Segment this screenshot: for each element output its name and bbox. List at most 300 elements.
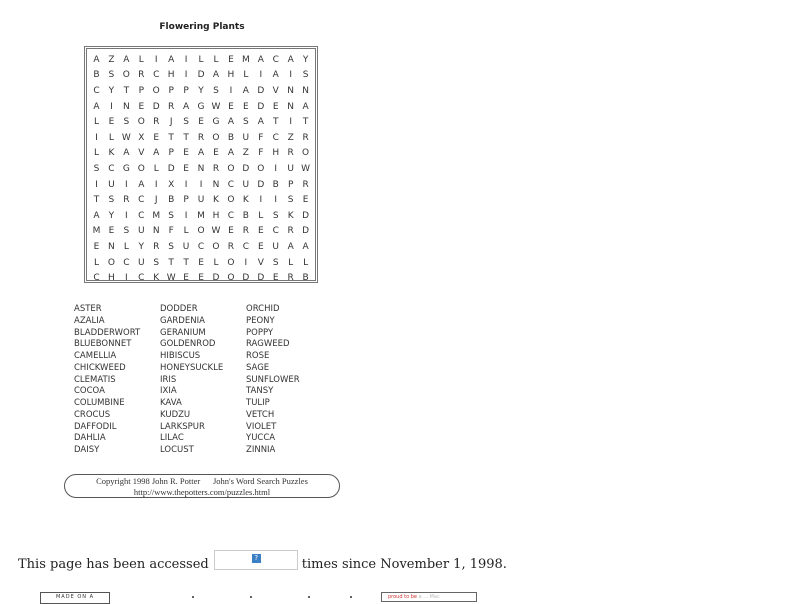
- word-list-item: COLUMBINE: [74, 398, 125, 408]
- grid-cell: P: [168, 85, 174, 96]
- grid-cell: I: [274, 163, 278, 174]
- grid-cell: I: [274, 195, 278, 206]
- grid-cell: V: [138, 148, 145, 159]
- grid-cell: B: [168, 195, 175, 206]
- grid-cell: N: [302, 85, 309, 96]
- grid-cell: A: [168, 54, 175, 65]
- word-list-item: KAVA: [160, 398, 182, 408]
- grid-cell: E: [213, 148, 219, 159]
- word-list-item: PEONY: [246, 315, 275, 326]
- grid-cell: A: [272, 70, 279, 81]
- word-list-item: LOCUST: [160, 445, 194, 455]
- grid-cell: E: [108, 226, 115, 237]
- grid-cell: T: [183, 257, 189, 268]
- grid-cell: Y: [108, 85, 115, 96]
- grid-cell: S: [242, 117, 249, 128]
- grid-cell: Y: [302, 54, 309, 65]
- grid-cell: A: [287, 54, 294, 65]
- grid-cell: O: [152, 85, 160, 96]
- grid-cell: L: [153, 163, 159, 174]
- grid-cell: E: [108, 117, 115, 128]
- grid-cell: B: [93, 70, 100, 81]
- grid-cell: X: [168, 179, 175, 190]
- word-list-item: HONEYSUCKLE: [160, 362, 224, 373]
- grid-cell: C: [153, 70, 160, 81]
- grid-cell: A: [123, 54, 130, 65]
- decorative-dots: [160, 596, 390, 600]
- access-suffix: times since November 1, 1998.: [301, 556, 507, 572]
- grid-cell: A: [153, 148, 160, 159]
- grid-cell: C: [272, 54, 279, 65]
- grid-cell: O: [122, 70, 130, 81]
- grid-cell: E: [272, 273, 279, 284]
- grid-cell: L: [198, 54, 204, 65]
- word-list-column-2: [160, 304, 246, 457]
- word-list-item: CHICKWEED: [74, 362, 126, 373]
- word-list-item: VIOLET: [246, 421, 277, 432]
- word-list-column-1: [74, 304, 160, 457]
- grid-cell: T: [168, 132, 174, 143]
- word-list-item: LARKSPUR: [160, 421, 205, 432]
- copyright-box: [64, 474, 340, 498]
- grid-cell: Y: [198, 85, 204, 96]
- grid-row: [89, 130, 313, 146]
- grid-cell: K: [287, 210, 294, 221]
- word-list-item: DAFFODIL: [74, 421, 117, 432]
- grid-cell: U: [182, 241, 190, 252]
- grid-cell: W: [301, 163, 311, 174]
- grid-cell: L: [288, 257, 294, 268]
- grid-row: [89, 255, 313, 271]
- grid-cell: R: [302, 179, 309, 190]
- grid-cell: I: [289, 117, 292, 128]
- grid-cell: C: [242, 241, 249, 252]
- dot-icon: [350, 596, 352, 598]
- grid-cell: U: [242, 132, 250, 143]
- grid-cell: G: [212, 117, 220, 128]
- grid-cell: S: [93, 163, 100, 174]
- grid-cell: E: [243, 101, 249, 112]
- grid-cell: N: [152, 226, 160, 237]
- grid-cell: S: [272, 257, 279, 268]
- grid-cell: C: [138, 210, 145, 221]
- puzzle-title: Flowering Plants: [159, 22, 245, 32]
- word-list-item: HIBISCUS: [160, 351, 201, 361]
- grid-cell: T: [93, 195, 100, 206]
- grid-cell: U: [272, 241, 280, 252]
- grid-cell: D: [302, 210, 310, 221]
- grid-cell: R: [153, 117, 160, 128]
- grid-cell: S: [213, 85, 219, 96]
- grid-cell: D: [212, 273, 220, 284]
- grid-cell: L: [93, 257, 99, 268]
- grid-cell: H: [272, 148, 280, 159]
- grid-cell: E: [93, 241, 100, 252]
- word-list-item: RAGWEED: [246, 339, 290, 350]
- grid-cell: K: [213, 195, 219, 206]
- word-list-item: ASTER: [74, 304, 102, 314]
- grid-cell: A: [93, 101, 100, 112]
- grid-row: [89, 224, 313, 240]
- word-list-item: LILAC: [160, 433, 184, 444]
- word-list-item: TULIP: [246, 398, 270, 408]
- grid-cell: W: [211, 101, 221, 112]
- hit-counter-image: [214, 550, 298, 570]
- grid-cell: E: [138, 101, 145, 112]
- grid-cell: F: [168, 226, 174, 237]
- grid-cell: A: [138, 179, 145, 190]
- grid-cell: R: [212, 163, 220, 174]
- grid-cell: J: [169, 117, 173, 128]
- proud-badge-text: proud to be: [388, 594, 417, 600]
- grid-cell: I: [95, 132, 98, 143]
- grid-cell: L: [108, 132, 114, 143]
- grid-cell: B: [227, 132, 234, 143]
- grid-cell: R: [138, 70, 145, 81]
- grid-cell: P: [287, 179, 294, 190]
- grid-cell: M: [241, 54, 250, 65]
- grid-cell: A: [227, 148, 234, 159]
- word-list-column-3: [246, 304, 336, 457]
- grid-cell: A: [302, 101, 309, 112]
- grid-cell: D: [242, 163, 250, 174]
- grid-row: [89, 239, 313, 255]
- grid-cell: G: [122, 163, 130, 174]
- grid-cell: L: [213, 257, 219, 268]
- grid-cell: P: [138, 85, 144, 96]
- grid-cell: S: [183, 117, 189, 128]
- word-list-item: DODDER: [160, 304, 198, 314]
- grid-cell: O: [197, 226, 205, 237]
- grid-cell: H: [167, 70, 175, 81]
- grid-cell: S: [153, 257, 160, 268]
- grid-cell: O: [212, 241, 220, 252]
- grid-cell: I: [184, 70, 188, 81]
- grid-cell: O: [107, 257, 115, 268]
- grid-cell: I: [199, 179, 203, 190]
- grid-cell: A: [257, 117, 264, 128]
- grid-cell: U: [287, 163, 294, 174]
- grid-cell: I: [125, 179, 128, 190]
- grid-row: [89, 114, 313, 130]
- grid-cell: E: [228, 226, 234, 237]
- grid-cell: D: [257, 273, 265, 284]
- proud-to-be-badge[interactable]: [381, 592, 477, 602]
- word-list-item: COCOA: [74, 386, 105, 397]
- grid-cell: O: [227, 163, 235, 174]
- grid-cell: E: [302, 195, 309, 206]
- grid-cell: S: [302, 70, 309, 81]
- grid-cell: K: [153, 273, 160, 284]
- grid-cell: S: [168, 241, 175, 252]
- grid-cell: N: [212, 179, 220, 190]
- grid-cell: I: [154, 179, 158, 190]
- puzzle-site-name: John's Word Search Puzzles: [213, 476, 308, 486]
- grid-cell: U: [137, 226, 145, 237]
- grid-cell: S: [123, 117, 130, 128]
- grid-cell: C: [227, 210, 235, 221]
- grid-cell: O: [227, 195, 235, 206]
- grid-cell: I: [259, 195, 263, 206]
- grid-cell: I: [184, 179, 188, 190]
- grid-cell: M: [197, 210, 205, 221]
- grid-cell: P: [183, 195, 189, 206]
- grid-cell: E: [272, 101, 279, 112]
- word-list-item: POPPY: [246, 327, 274, 338]
- grid-cell: N: [197, 163, 205, 174]
- grid-cell: E: [183, 273, 189, 284]
- grid-cell: I: [95, 179, 98, 190]
- word-list-item: TANSY: [246, 386, 274, 397]
- word-list-item: GARDENIA: [160, 315, 205, 326]
- grid-cell: I: [110, 101, 113, 112]
- grid-cell: I: [289, 70, 292, 81]
- word-list-item: BLADDERWORT: [74, 327, 141, 338]
- grid-cell: K: [108, 148, 115, 159]
- grid-cell: W: [211, 226, 221, 237]
- word-list-item: KUDZU: [160, 409, 191, 420]
- grid-cell: T: [168, 257, 174, 268]
- grid-cell: C: [123, 257, 130, 268]
- grid-cell: G: [197, 101, 205, 112]
- grid-cell: K: [242, 195, 249, 206]
- grid-cell: C: [272, 226, 279, 237]
- grid-cell: C: [227, 179, 235, 190]
- grid-cell: I: [244, 257, 248, 268]
- grid-cell: E: [257, 241, 264, 252]
- grid-cell: C: [93, 273, 100, 284]
- grid-cell: F: [258, 132, 264, 143]
- grid-cell: B: [242, 210, 249, 221]
- grid-cell: O: [227, 257, 235, 268]
- grid-cell: E: [198, 257, 204, 268]
- grid-cell: J: [154, 195, 158, 206]
- grid-cell: R: [242, 226, 249, 237]
- grid-cell: D: [302, 226, 310, 237]
- grid-cell: D: [242, 273, 250, 284]
- word-list-item: GOLDENROD: [160, 339, 216, 350]
- grid-cell: I: [184, 54, 188, 65]
- grid-cell: R: [287, 226, 294, 237]
- grid-cell: L: [138, 54, 144, 65]
- grid-cell: H: [227, 70, 235, 81]
- word-list-item: AZALIA: [74, 315, 105, 326]
- grid-cell: L: [243, 70, 249, 81]
- grid-cell: C: [197, 241, 205, 252]
- grid-cell: U: [242, 179, 250, 190]
- word-list-item: VETCH: [246, 409, 275, 420]
- made-on-a-mac-badge[interactable]: MADE ON A: [40, 592, 110, 604]
- word-list-item: SUNFLOWER: [246, 374, 300, 385]
- word-list-item: SAGE: [246, 362, 270, 373]
- grid-cell: Z: [108, 54, 115, 65]
- grid-cell: P: [168, 148, 174, 159]
- grid-cell: O: [137, 163, 145, 174]
- grid-cell: R: [168, 101, 175, 112]
- grid-cell: I: [125, 273, 128, 284]
- access-counter-line: [18, 554, 507, 574]
- grid-cell: N: [108, 241, 115, 252]
- grid-cell: A: [183, 101, 190, 112]
- grid-cell: E: [183, 148, 189, 159]
- grid-cell: C: [108, 163, 115, 174]
- grid-cell: A: [227, 117, 234, 128]
- grid-cell: L: [123, 241, 129, 252]
- grid-cell: O: [302, 148, 310, 159]
- word-list-item: BLUEBONNET: [74, 339, 132, 350]
- grid-cell: L: [213, 54, 219, 65]
- grid-cell: A: [197, 148, 205, 159]
- grid-cell: Y: [108, 210, 115, 221]
- grid-cell: I: [229, 85, 233, 96]
- grid-row: [89, 177, 313, 193]
- grid-cell: M: [152, 210, 161, 221]
- grid-cell: Z: [242, 148, 249, 159]
- grid-row: [89, 68, 313, 84]
- grid-cell: W: [166, 273, 176, 284]
- grid-cell: S: [287, 195, 294, 206]
- grid-cell: C: [138, 195, 145, 206]
- grid-cell: Z: [287, 132, 294, 143]
- grid-cell: A: [287, 241, 294, 252]
- grid-cell: R: [287, 273, 294, 284]
- broken-image-icon: ?: [252, 554, 261, 563]
- grid-cell: A: [257, 54, 264, 65]
- word-list-item: GERANIUM: [160, 327, 206, 338]
- grid-cell: V: [272, 85, 279, 96]
- grid-cell: P: [183, 85, 189, 96]
- copyright-url-link[interactable]: http://www.thepotters.com/puzzles.html: [133, 487, 271, 497]
- grid-row: [89, 146, 313, 162]
- grid-cell: L: [93, 117, 99, 128]
- grid-cell: H: [212, 210, 220, 221]
- word-list-item: IRIS: [160, 374, 177, 385]
- grid-cell: L: [303, 257, 309, 268]
- grid-cell: T: [302, 117, 309, 128]
- grid-cell: O: [137, 117, 145, 128]
- grid-cell: W: [121, 132, 131, 143]
- grid-row: [89, 52, 313, 68]
- word-search-grid: [84, 46, 318, 283]
- word-list-item: IXIA: [160, 386, 177, 397]
- grid-cell: O: [212, 132, 220, 143]
- grid-cell: Y: [138, 241, 145, 252]
- dot-icon: [192, 596, 194, 598]
- grid-cell: N: [287, 85, 295, 96]
- copyright-text: Copyright 1998 John R. Potter: [96, 476, 201, 486]
- grid-cell: T: [272, 117, 279, 128]
- grid-cell: E: [257, 226, 264, 237]
- proud-badge-faded-text: a ... Mac: [418, 594, 440, 600]
- grid-cell: R: [302, 132, 309, 143]
- grid-cell: L: [258, 210, 264, 221]
- grid-cell: L: [93, 148, 99, 159]
- grid-cell: I: [125, 210, 128, 221]
- grid-cell: C: [138, 273, 145, 284]
- word-list-item: CLEMATIS: [74, 374, 116, 385]
- grid-cell: O: [227, 273, 235, 284]
- grid-cell: S: [123, 226, 130, 237]
- grid-cell: D: [152, 101, 160, 112]
- grid-cell: X: [138, 132, 145, 143]
- grid-cell: U: [137, 257, 145, 268]
- grid-cell: A: [212, 70, 220, 81]
- grid-row: [89, 83, 313, 99]
- grid-cell: N: [287, 101, 295, 112]
- grid-cell: S: [108, 195, 115, 206]
- grid-cell: N: [122, 101, 130, 112]
- grid-cell: E: [228, 101, 234, 112]
- grid-cell: R: [123, 195, 130, 206]
- word-list-item: CROCUS: [74, 409, 111, 420]
- grid-cell: V: [257, 257, 264, 268]
- grid-row: [89, 161, 313, 177]
- grid-cell: S: [108, 70, 115, 81]
- grid-cell: D: [197, 70, 205, 81]
- grid-cell: A: [242, 85, 249, 96]
- grid-cell: A: [123, 148, 130, 159]
- grid-cell: U: [197, 195, 205, 206]
- word-list-item: DAISY: [74, 445, 100, 455]
- grid-row: [89, 270, 313, 286]
- grid-cell: A: [93, 54, 100, 65]
- grid-cell: T: [183, 132, 189, 143]
- grid-row: [89, 208, 313, 224]
- grid-cell: S: [168, 210, 175, 221]
- grid-cell: I: [154, 54, 158, 65]
- grid-cell: D: [257, 101, 265, 112]
- grid-cell: E: [228, 54, 234, 65]
- grid-cell: R: [227, 241, 235, 252]
- grid-cell: C: [93, 85, 100, 96]
- grid-cell: F: [258, 148, 264, 159]
- grid-cell: A: [302, 241, 309, 252]
- grid-cell: E: [198, 273, 204, 284]
- grid-cell: E: [153, 132, 160, 143]
- grid-cell: D: [167, 163, 175, 174]
- grid-cell: C: [272, 132, 279, 143]
- grid-cell: L: [183, 226, 189, 237]
- grid-cell: U: [108, 179, 115, 190]
- word-list-item: ZINNIA: [246, 445, 276, 455]
- grid-cell: A: [93, 210, 100, 221]
- dot-icon: [250, 596, 252, 598]
- grid-row: [89, 192, 313, 208]
- grid-cell: T: [123, 85, 130, 96]
- grid-cell: E: [183, 163, 189, 174]
- grid-cell: D: [257, 179, 265, 190]
- word-list-item: DAHLIA: [74, 433, 106, 444]
- grid-cell: R: [287, 148, 294, 159]
- grid-cell: S: [272, 210, 279, 221]
- grid-cell: H: [108, 273, 115, 284]
- access-prefix: This page has been accessed: [18, 556, 209, 572]
- word-list-item: CAMELLIA: [74, 351, 117, 361]
- word-list-item: ORCHID: [246, 304, 280, 314]
- word-list-item: ROSE: [246, 351, 270, 361]
- word-list-item: YUCCA: [246, 433, 276, 444]
- grid-cell: B: [302, 273, 309, 284]
- grid-cell: M: [92, 226, 101, 237]
- dot-icon: [308, 596, 310, 598]
- grid-cell: O: [257, 163, 265, 174]
- grid-cell: R: [197, 132, 205, 143]
- grid-cell: E: [198, 117, 204, 128]
- grid-cell: R: [153, 241, 160, 252]
- grid-cell: B: [272, 179, 279, 190]
- grid-cell: D: [257, 85, 265, 96]
- grid-cell: I: [184, 210, 188, 221]
